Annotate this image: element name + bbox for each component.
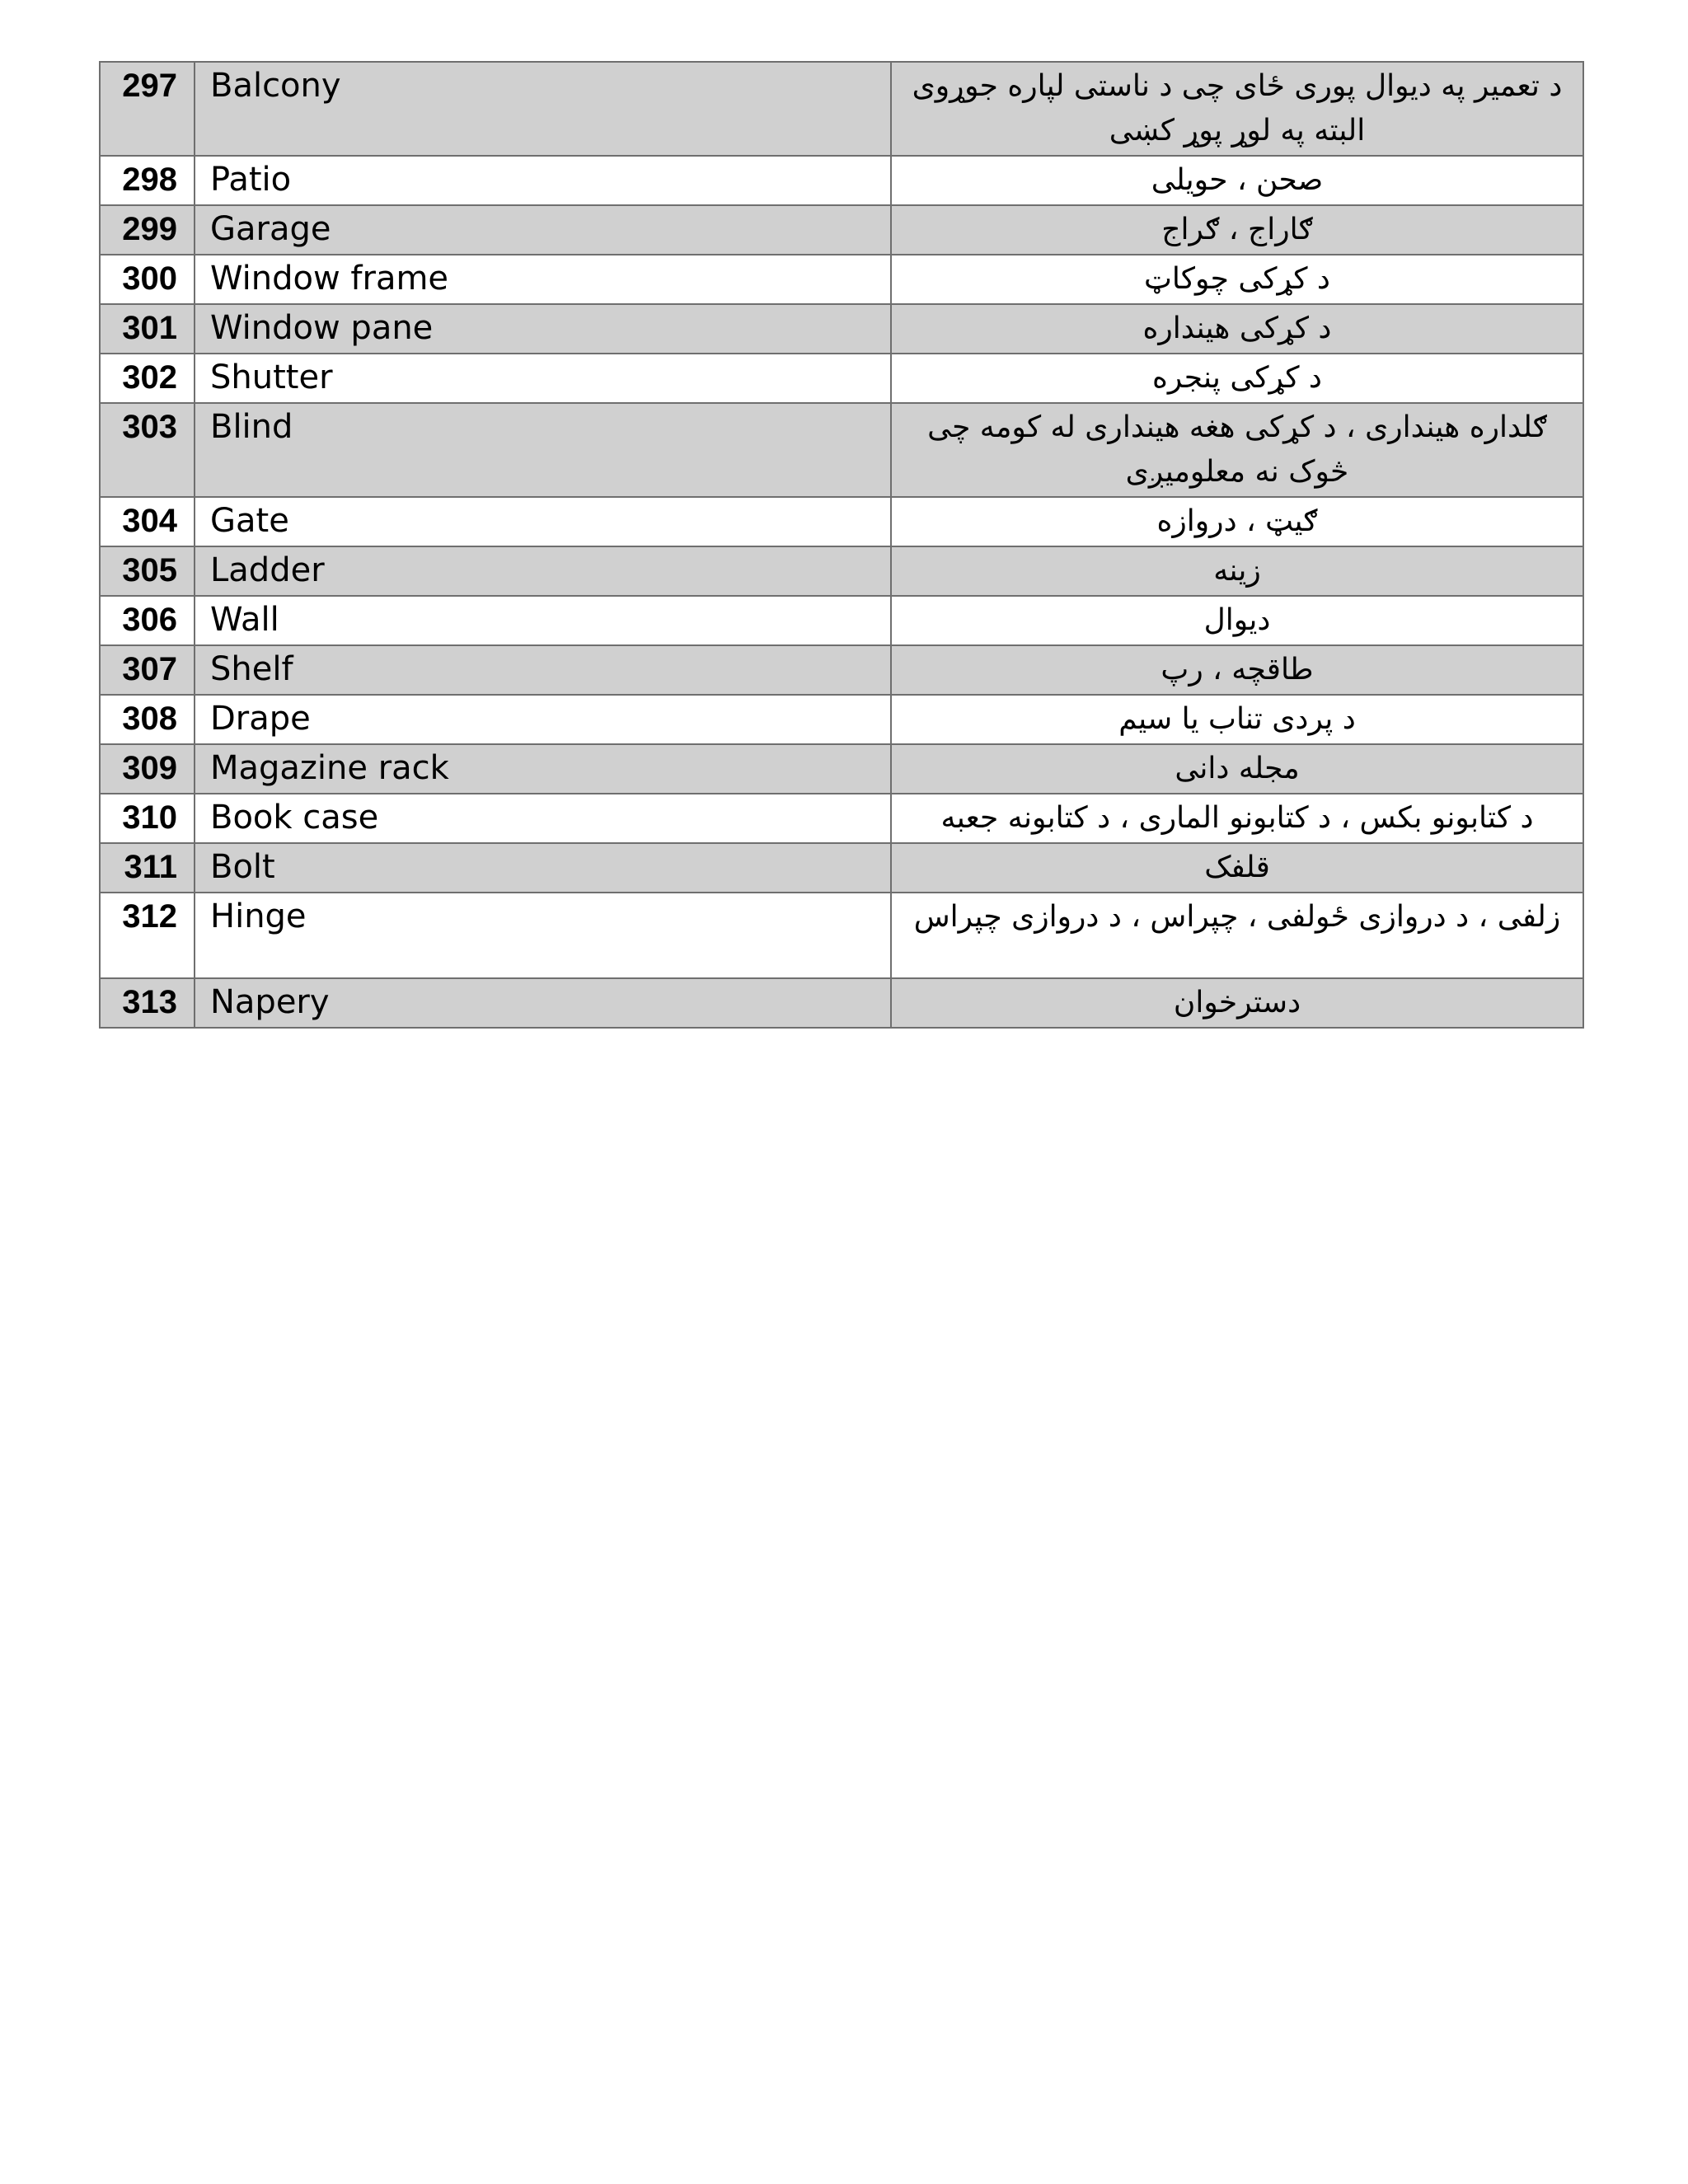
entry-number: 309 (100, 744, 195, 794)
entry-number: 311 (100, 843, 195, 893)
english-term: Book case (195, 794, 891, 843)
table-row (100, 843, 1583, 893)
table-row (100, 205, 1583, 255)
table-row (100, 62, 1583, 156)
table-row (100, 794, 1583, 843)
english-term: Hinge (195, 893, 891, 978)
entry-number: 313 (100, 978, 195, 1028)
table-row (100, 354, 1583, 403)
entry-number: 307 (100, 645, 195, 695)
entry-number: 297 (100, 62, 195, 156)
pashto-translation: ګلداره هینداری ، د کړکی هغه هینداری له کومه چی څوک نه معلومیږی (891, 403, 1583, 497)
pashto-translation: د کړکی پنجره (891, 354, 1583, 403)
english-term: Window pane (195, 304, 891, 354)
english-term: Magazine rack (195, 744, 891, 794)
table-row (100, 645, 1583, 695)
pashto-translation: دیوال (891, 596, 1583, 645)
pashto-translation: د کړکی چوکاټ (891, 255, 1583, 304)
english-term: Bolt (195, 843, 891, 893)
table-row (100, 497, 1583, 546)
english-term: Blind (195, 403, 891, 497)
pashto-translation: زلفی ، د دروازی ځولفی ، چپراس ، د دروازی چپراس (891, 893, 1583, 978)
entry-number: 306 (100, 596, 195, 645)
pashto-translation: مجله دانی (891, 744, 1583, 794)
english-term: Drape (195, 695, 891, 744)
entry-number: 303 (100, 403, 195, 497)
english-term: Gate (195, 497, 891, 546)
entry-number: 305 (100, 546, 195, 596)
english-term: Window frame (195, 255, 891, 304)
english-term: Shelf (195, 645, 891, 695)
english-term: Garage (195, 205, 891, 255)
english-term: Ladder (195, 546, 891, 596)
pashto-translation: ګاراج ، ګراج (891, 205, 1583, 255)
pashto-translation: زینه (891, 546, 1583, 596)
table-row (100, 403, 1583, 497)
english-term: Napery (195, 978, 891, 1028)
table-row (100, 546, 1583, 596)
pashto-translation: د کړکی هینداره (891, 304, 1583, 354)
pashto-translation: قلفک (891, 843, 1583, 893)
entry-number: 304 (100, 497, 195, 546)
entry-number: 298 (100, 156, 195, 205)
vocabulary-table-body (100, 62, 1583, 1028)
table-row (100, 255, 1583, 304)
table-row (100, 695, 1583, 744)
entry-number: 300 (100, 255, 195, 304)
pashto-translation: د کتابونو بکس ، د کتابونو الماری ، د کتابونه جعبه (891, 794, 1583, 843)
entry-number: 308 (100, 695, 195, 744)
entry-number: 312 (100, 893, 195, 978)
pashto-translation: ګیټ ، دروازه (891, 497, 1583, 546)
entry-number: 301 (100, 304, 195, 354)
entry-number: 302 (100, 354, 195, 403)
table-row (100, 893, 1583, 978)
english-term: Wall (195, 596, 891, 645)
entry-number: 310 (100, 794, 195, 843)
english-term: Shutter (195, 354, 891, 403)
english-term: Patio (195, 156, 891, 205)
table-row (100, 744, 1583, 794)
table-row (100, 156, 1583, 205)
pashto-translation: د پردی تناب یا سیم (891, 695, 1583, 744)
pashto-translation: طاقچه ، رپ (891, 645, 1583, 695)
vocabulary-table (99, 61, 1584, 1029)
entry-number: 299 (100, 205, 195, 255)
pashto-translation: د تعمیر په دیوال پوری ځای چی د ناستی لپاره جوړوی البته په لوړ پوړ کښی (891, 62, 1583, 156)
table-row (100, 596, 1583, 645)
english-term: Balcony (195, 62, 891, 156)
pashto-translation: صحن ، حویلی (891, 156, 1583, 205)
pashto-translation: دسترخوان (891, 978, 1583, 1028)
table-row (100, 978, 1583, 1028)
table-row (100, 304, 1583, 354)
